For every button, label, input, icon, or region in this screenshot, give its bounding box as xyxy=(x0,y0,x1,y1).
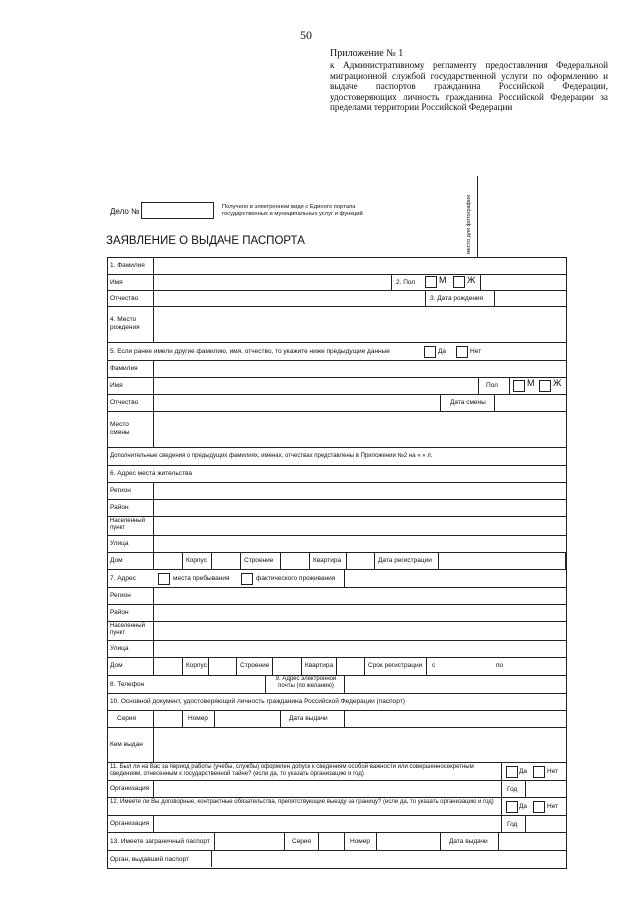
issued-by-label: Кем выдан xyxy=(110,741,143,748)
received-note: Получено в электронном виде с Единого портала государственных и муниципальных услуг и функций xyxy=(222,204,363,217)
photo-placeholder: место для фотографии xyxy=(466,194,472,254)
secret-organization-label: Организация xyxy=(110,785,150,792)
case-number-field[interactable] xyxy=(141,202,214,219)
prev-names-label: 5. Если ранее имели другие фамилию, имя, отчество, то укажите ниже предыдущие данные xyxy=(110,348,390,355)
case-number-label: Дело № xyxy=(110,207,140,216)
stay-locality-field[interactable] xyxy=(154,622,565,640)
contract-year-label: Год xyxy=(507,821,518,828)
change-date-field[interactable] xyxy=(495,395,565,411)
surname-label: 1. Фамилия xyxy=(110,262,145,269)
foreign-passport-label: 13. Имеете заграничный паспорт xyxy=(110,838,210,845)
prev-patronymic-label: Отчество xyxy=(110,399,139,406)
secret-clearance-label: 11. Был ли на Вас за период работы (учебы, службы) оформлен допуск к сведениям особой важности или совершенносекретным сведениям, отнесенным к государственной тайне? (если да, то указать организацию и год) xyxy=(110,764,474,777)
stay-apartment-label: Квартира xyxy=(305,662,334,669)
sex-female-label: Ж xyxy=(467,275,476,285)
residence-region-field[interactable] xyxy=(154,483,565,499)
page-number: 50 xyxy=(300,28,312,42)
prev-sex-female-label: Ж xyxy=(553,378,562,388)
contract-obligations-label: 12. Имеете ли Вы договорные, контрактные обязательства, препятствующие выезду за границу? (если да, то указать организацию и год) xyxy=(110,799,494,805)
residence-locality-label: Населенный пункт xyxy=(110,518,145,531)
registration-term-label: Срок регистрации xyxy=(368,662,423,669)
foreign-series-label: Серия xyxy=(292,838,312,845)
secret-yes-label: Да xyxy=(519,768,528,775)
sex-label: 2. Пол xyxy=(396,279,416,286)
residence-address-label: 6. Адрес места жительства xyxy=(110,470,192,477)
birth-date-field[interactable] xyxy=(495,291,565,306)
sex-male-label: М xyxy=(439,275,447,285)
stay-structure-label: Строение xyxy=(240,662,270,669)
stay-street-label: Улица xyxy=(110,645,129,652)
passport-issue-date-label: Дата выдачи xyxy=(289,715,328,722)
patronymic-field[interactable] xyxy=(154,291,424,306)
sex-male-checkbox[interactable] xyxy=(425,276,437,288)
prev-surname-label: Фамилия xyxy=(110,365,138,372)
patronymic-label: Отчество xyxy=(110,295,139,302)
foreign-issue-date-label: Дата выдачи xyxy=(449,838,488,845)
stay-region-label: Регион xyxy=(110,592,131,599)
contract-yes-label: Да xyxy=(519,803,528,810)
contract-organization-label: Организация xyxy=(110,820,150,827)
secret-year-label: Год xyxy=(507,786,518,793)
registration-to-label: по xyxy=(496,662,504,669)
phone-label: 8. Телефон xyxy=(110,681,145,688)
issuing-body-field[interactable] xyxy=(212,851,565,867)
prev-name-field[interactable] xyxy=(154,378,477,394)
stay-place-checkbox[interactable] xyxy=(158,573,170,585)
email-field[interactable] xyxy=(345,676,565,693)
phone-field[interactable] xyxy=(154,676,264,693)
identity-doc-label: 10. Основной документ, удостоверяющий личность гражданина Российской Федерации (паспорт) xyxy=(110,698,405,705)
stay-place-label: места пребывания xyxy=(173,575,230,582)
prev-name-label: Имя xyxy=(110,382,123,389)
prev-names-yes-checkbox[interactable] xyxy=(424,346,436,358)
surname-field[interactable] xyxy=(154,258,565,274)
stay-street-field[interactable] xyxy=(154,641,565,657)
passport-series-label: Серия xyxy=(117,715,137,722)
contract-no-checkbox[interactable] xyxy=(533,801,545,813)
form-title: ЗАЯВЛЕНИЕ О ВЫДАЧЕ ПАСПОРТА xyxy=(106,235,305,247)
contract-yes-checkbox[interactable] xyxy=(506,801,518,813)
secret-no-checkbox[interactable] xyxy=(533,766,545,778)
stay-locality-label: Населенный пункт xyxy=(110,623,145,636)
secret-yes-checkbox[interactable] xyxy=(506,766,518,778)
prev-sex-male-label: М xyxy=(527,378,535,388)
birthplace-field[interactable] xyxy=(154,307,565,342)
residence-locality-field[interactable] xyxy=(154,517,565,535)
residence-structure-label: Строение xyxy=(244,557,274,564)
appendix-title: Приложение № 1 xyxy=(330,48,404,59)
prev-names-no-checkbox[interactable] xyxy=(456,346,468,358)
actual-residence-label: фактического проживания xyxy=(256,575,336,582)
sex-female-checkbox[interactable] xyxy=(453,276,465,288)
prev-surname-field[interactable] xyxy=(154,361,565,377)
change-place-field[interactable] xyxy=(154,412,565,447)
foreign-number-label: Номер xyxy=(350,838,371,845)
contract-no-label: Нет xyxy=(547,803,559,810)
additional-info-label: Дополнительные сведения о предыдущих фамилиях, именах, отчествах представлены в Приложении №2 на « » л. xyxy=(110,453,433,459)
registration-date-label: Дата регистрации xyxy=(378,557,432,564)
residence-house-label: Дом xyxy=(110,557,123,564)
change-date-label: Дата смены xyxy=(450,399,486,406)
appendix-text: к Административному регламенту предоставления Федеральной миграционной службой государственной услуги по оформлению и выдаче паспортов гражданина Российской Федерации, удостоверяющих личность гражданина Российской Федерации за пределами территории Российской Федерации xyxy=(330,60,608,112)
registration-from-label: с xyxy=(432,662,436,669)
residence-apartment-label: Квартира xyxy=(313,557,342,564)
prev-patronymic-field[interactable] xyxy=(154,395,439,411)
address-7-label: 7. Адрес xyxy=(110,575,136,582)
email-label: 9. Адрес электронной почты (по желанию) xyxy=(275,676,337,689)
issued-by-field[interactable] xyxy=(154,728,565,762)
prev-names-no-label: Нет xyxy=(470,348,482,355)
residence-district-label: Район xyxy=(110,504,129,511)
birth-date-label: 3. Дата рождения xyxy=(430,295,484,302)
stay-region-field[interactable] xyxy=(154,588,565,604)
name-field[interactable] xyxy=(154,275,390,290)
residence-street-label: Улица xyxy=(110,540,129,547)
actual-residence-checkbox[interactable] xyxy=(241,573,253,585)
birthplace-label: 4. Место рождения xyxy=(110,316,140,331)
passport-number-label: Номер xyxy=(188,715,209,722)
change-place-label: Место смены xyxy=(110,421,130,436)
prev-sex-female-checkbox[interactable] xyxy=(539,380,551,392)
prev-sex-label: Пол xyxy=(486,382,498,389)
secret-no-label: Нет xyxy=(547,768,559,775)
stay-district-field[interactable] xyxy=(154,605,565,621)
residence-region-label: Регион xyxy=(110,487,131,494)
stay-house-label: Дом xyxy=(110,662,123,669)
prev-sex-male-checkbox[interactable] xyxy=(513,380,525,392)
residence-building-label: Корпус xyxy=(186,557,207,564)
contract-organization-field[interactable] xyxy=(154,816,499,832)
prev-names-yes-label: Да xyxy=(438,348,447,355)
residence-street-field[interactable] xyxy=(154,536,565,552)
secret-organization-field[interactable] xyxy=(154,781,499,797)
stay-district-label: Район xyxy=(110,609,129,616)
name-label: Имя xyxy=(110,279,123,286)
issuing-body-label: Орган, выдавший паспорт xyxy=(110,856,189,863)
stay-building-label: Корпус xyxy=(186,662,207,669)
residence-district-field[interactable] xyxy=(154,500,565,516)
